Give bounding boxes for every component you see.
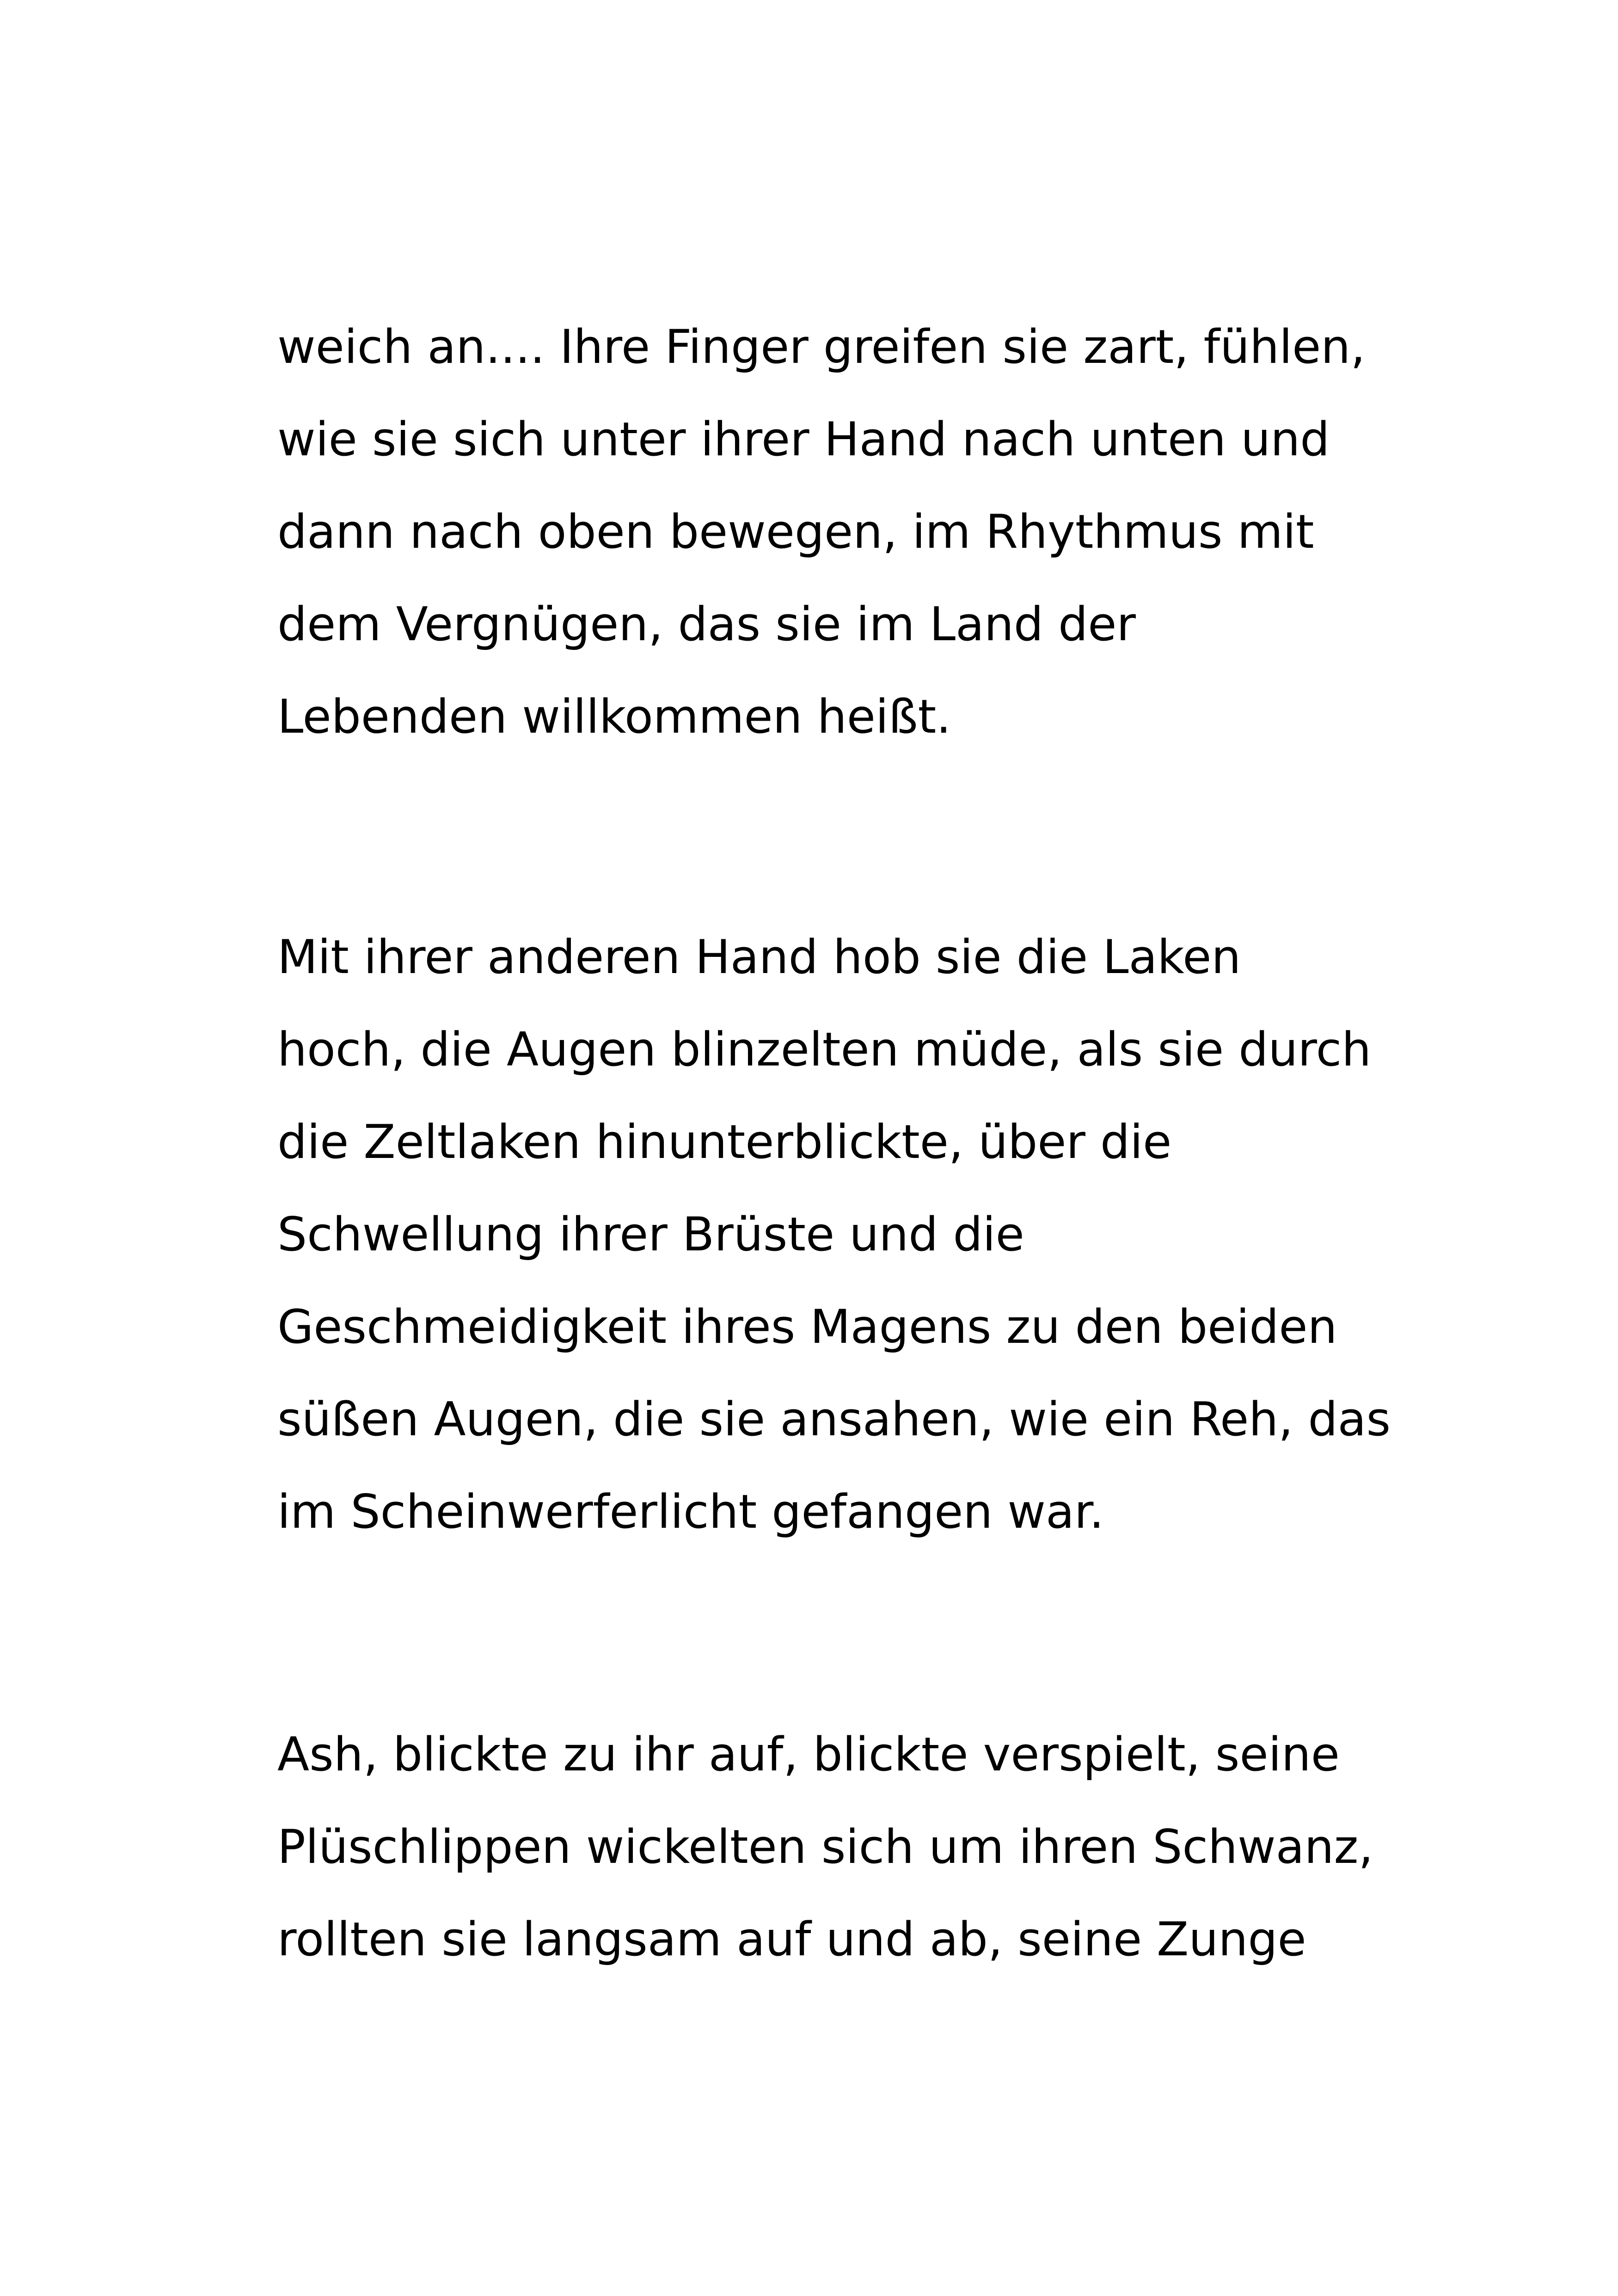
text-line: die Zeltlaken hinunterblickte, über die [277,1114,1172,1169]
text-line: Mit ihrer anderen Hand hob sie die Laken [277,930,1241,984]
text-line: dem Vergnügen, das sie im Land der [277,597,1136,651]
text-line: Lebenden willkommen heißt. [277,689,951,744]
text-line: hoch, die Augen blinzelten müde, als sie durch [277,1022,1372,1077]
text-line: weich an.... Ihre Finger greifen sie zart, fühlen, [277,319,1366,374]
text-line: Geschmeidigkeit ihres Magens zu den beiden [277,1299,1337,1354]
text-line: Schwellung ihrer Brüste und die [277,1207,1024,1261]
text-line: dann nach oben bewegen, im Rhythmus mit [277,504,1314,559]
text-line: Ash, blickte zu ihr auf, blickte verspielt, seine [277,1727,1340,1782]
text-line: rollten sie langsam auf und ab, seine Zunge [277,1912,1306,1966]
text-line: im Scheinwerferlicht gefangen war. [277,1484,1104,1539]
text-line: süßen Augen, die sie ansahen, wie ein Reh, das [277,1392,1391,1446]
text-line: Plüschlippen wickelten sich um ihren Schwanz, [277,1819,1373,1874]
text-line: wie sie sich unter ihrer Hand nach unten und [277,412,1330,466]
